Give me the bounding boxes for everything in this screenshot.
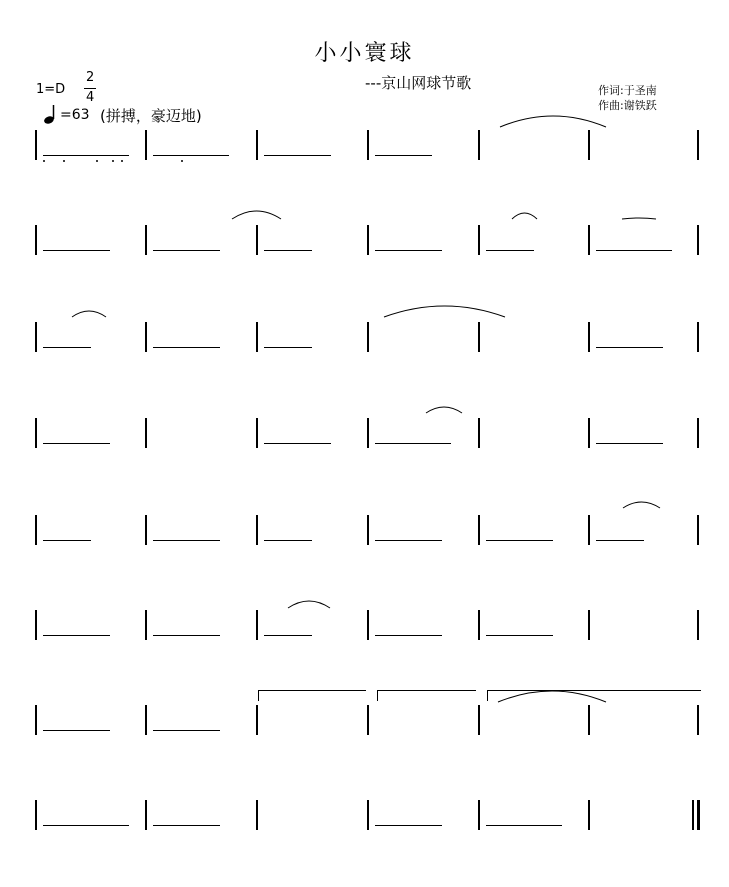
tie <box>622 218 656 219</box>
beam-line <box>153 540 220 541</box>
barline <box>478 800 480 830</box>
lyricist-credit: 作词:于圣南 <box>598 84 657 97</box>
beam-line <box>264 443 331 444</box>
barline <box>478 610 480 640</box>
barline <box>367 705 369 735</box>
lower-octave-dot <box>112 160 114 162</box>
beam-line <box>43 540 91 541</box>
barline <box>145 515 147 545</box>
barline <box>588 800 590 830</box>
barline <box>697 705 699 735</box>
beam-line <box>486 250 534 251</box>
barline <box>697 610 699 640</box>
lower-octave-dot <box>181 160 183 162</box>
beam-line <box>153 250 220 251</box>
barline <box>145 705 147 735</box>
beam-line <box>264 347 312 348</box>
barline <box>478 515 480 545</box>
beam-line <box>43 730 110 731</box>
slur <box>288 601 330 608</box>
beam-line <box>153 825 220 826</box>
barline <box>256 322 258 352</box>
composer-credit: 作曲:谢铁跃 <box>598 99 657 112</box>
slur <box>72 311 106 317</box>
final-barline-thin <box>692 800 694 830</box>
time-signature-numerator: 2 <box>86 70 95 85</box>
barline <box>256 800 258 830</box>
beam-line <box>486 635 553 636</box>
lower-octave-dot <box>121 160 123 162</box>
barline <box>256 705 258 735</box>
barline <box>478 225 480 255</box>
barline <box>588 705 590 735</box>
volta-bracket <box>377 690 476 701</box>
barline <box>145 800 147 830</box>
barline <box>478 322 480 352</box>
beam-line <box>43 250 110 251</box>
slur <box>512 213 537 219</box>
beam-line <box>486 825 562 826</box>
barline <box>256 515 258 545</box>
slur <box>426 407 462 413</box>
barline <box>697 130 699 160</box>
slur <box>384 306 505 317</box>
slur <box>623 502 660 508</box>
lower-octave-dot <box>43 160 45 162</box>
barline <box>697 800 700 830</box>
barline <box>588 610 590 640</box>
beam-line <box>264 540 312 541</box>
song-subtitle: ---京山网球节歌 <box>365 74 472 92</box>
beam-line <box>596 347 663 348</box>
barline <box>367 800 369 830</box>
barline <box>35 705 37 735</box>
barline <box>367 225 369 255</box>
beam-line <box>43 155 129 156</box>
beam-line <box>43 825 129 826</box>
beam-line <box>375 825 442 826</box>
beam-line <box>596 443 663 444</box>
beam-line <box>153 635 220 636</box>
beam-line <box>264 250 312 251</box>
barline <box>256 418 258 448</box>
barline <box>35 130 37 160</box>
volta-bracket <box>258 690 366 701</box>
barline <box>697 322 699 352</box>
barline <box>588 515 590 545</box>
slur <box>500 116 606 127</box>
beam-line <box>153 347 220 348</box>
beam-line <box>596 540 644 541</box>
barline <box>588 225 590 255</box>
beam-line <box>43 443 110 444</box>
barline <box>588 418 590 448</box>
lower-octave-dot <box>96 160 98 162</box>
barline <box>367 418 369 448</box>
barline <box>256 610 258 640</box>
song-title: 小小寰球 <box>314 41 415 66</box>
barline <box>697 418 699 448</box>
barline <box>35 800 37 830</box>
barline <box>145 322 147 352</box>
beam-line <box>375 155 432 156</box>
barline <box>35 322 37 352</box>
time-signature-divider <box>84 88 96 89</box>
time-signature-denominator: 4 <box>86 90 95 105</box>
beam-line <box>264 635 312 636</box>
barline <box>35 610 37 640</box>
barline <box>35 418 37 448</box>
barline <box>478 130 480 160</box>
barline <box>478 418 480 448</box>
barline <box>697 225 699 255</box>
barline <box>35 515 37 545</box>
barline <box>256 225 258 255</box>
barline <box>588 322 590 352</box>
barline <box>145 418 147 448</box>
beam-line <box>153 730 220 731</box>
barline <box>35 225 37 255</box>
beam-line <box>486 540 553 541</box>
beam-line <box>264 155 331 156</box>
beam-line <box>375 635 442 636</box>
barline <box>697 515 699 545</box>
tempo-marking: =63 <box>60 107 90 123</box>
barline <box>256 130 258 160</box>
beam-line <box>375 540 442 541</box>
barline <box>367 322 369 352</box>
lower-octave-dot <box>63 160 65 162</box>
beam-line <box>375 443 451 444</box>
barline <box>145 225 147 255</box>
barline <box>478 705 480 735</box>
beam-line <box>375 250 442 251</box>
volta-bracket <box>487 690 701 701</box>
beam-line <box>43 347 91 348</box>
beam-line <box>153 155 229 156</box>
expression-marking: (拼搏，豪迈地) <box>100 107 202 125</box>
barline <box>588 130 590 160</box>
beam-line <box>43 635 110 636</box>
barline <box>367 515 369 545</box>
barline <box>145 610 147 640</box>
key-signature: 1=D <box>36 82 66 97</box>
beam-line <box>596 250 672 251</box>
barline <box>367 130 369 160</box>
barline <box>367 610 369 640</box>
barline <box>145 130 147 160</box>
slur <box>232 211 281 219</box>
